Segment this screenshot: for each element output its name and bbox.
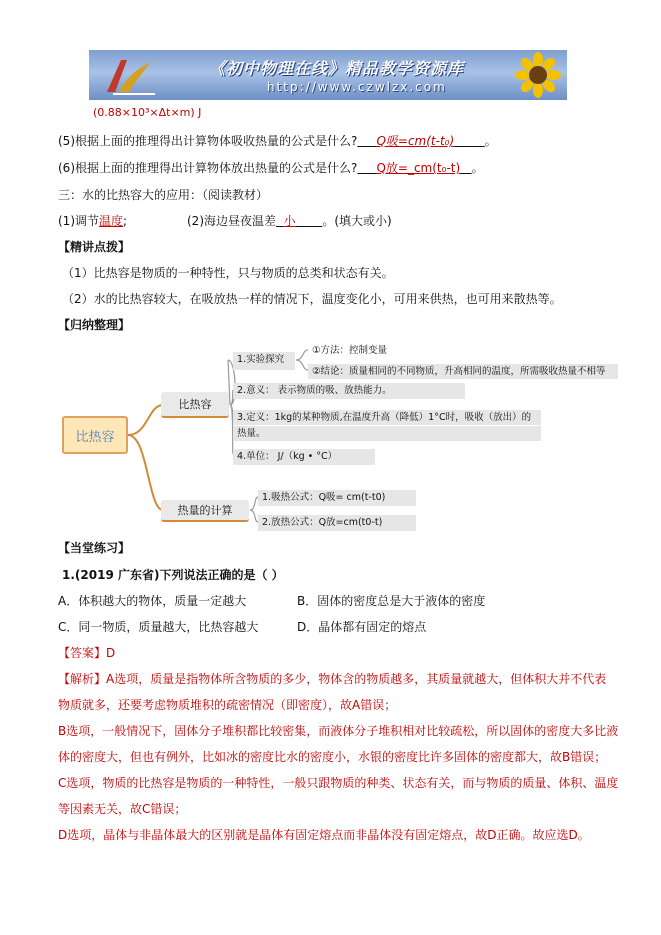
item-2-text: (2)海边昼夜温差: [187, 214, 276, 228]
mindmap-branch-heat-calc: 热量的计算: [161, 500, 249, 522]
option-b: B．固体的密度总是大于液体的密度: [297, 594, 486, 608]
question-1-stem: 1.(2019 广东省)下列说法正确的是（ ）: [62, 568, 284, 582]
explanation-line-5: C选项，物质的比热容是物质的一种特性，一般只跟物质的种类、状态有关，而与物质的质量、体积、温度: [58, 776, 619, 790]
tip-2: （2）水的比热容较大，在吸放热一样的情况下，温度变化小，可用来供热，也可用来散热等。: [62, 292, 562, 306]
question-5-answer: Q吸=cm(t-t₀): [376, 134, 455, 148]
heading-tips: 【精讲点拨】: [58, 240, 131, 254]
option-d: D．晶体都有固定的熔点: [297, 620, 427, 634]
mindmap-meaning: 2.意义： 表示物质的吸、放热能力。: [233, 383, 465, 399]
explanation-line-4: 体的密度大，但也有例外，比如冰的密度比水的密度小，水银的密度比许多固体的密度都大，故B错误；: [58, 750, 607, 764]
item-2-answer: 小: [283, 214, 296, 228]
explanation-line-6: 等因素无关，故C错误；: [58, 802, 187, 816]
sunflower-icon: [515, 52, 561, 98]
item-1: (1)调节温度;: [58, 214, 128, 228]
explanation-line-1: 【解析】A选项，质量是指物体所含物质的多少，物体含的物质越多，其质量就越大，但体积大并不代表: [58, 672, 607, 686]
section-3-heading: 三：水的比热容大的应用：（阅读教材）: [58, 188, 269, 202]
mindmap-root: 比热容: [62, 416, 128, 454]
mindmap-definition: 3.定义：1kg的某种物质,在温度升高（降低）1°C时，吸收（放出）的: [233, 410, 541, 425]
banner-url: http://www.czwlzx.com: [267, 80, 447, 94]
heading-summary: 【归纳整理】: [58, 318, 131, 332]
mind-map: [58, 340, 618, 540]
banner-title: 《初中物理在线》精品教学资源库: [209, 59, 465, 78]
mindmap-unit: 4.单位： J/（kg • °C）: [233, 449, 375, 465]
item-2-suffix: 。(填大或小): [322, 214, 392, 228]
question-5: (5)根据上面的推理得出计算物体吸收热量的公式是什么? Q吸=cm(t-t₀) 。: [58, 134, 497, 148]
question-6-text: (6)根据上面的推理得出计算物体放出热量的公式是什么?: [58, 161, 358, 175]
option-a: A．体积越大的物体，质量一定越大: [58, 594, 247, 608]
explanation-line-3: B选项，一般情况下，固体分子堆积都比较密集，而液体分子堆积相对比较疏松，所以固体的密度大多比液: [58, 724, 619, 738]
answer-line: 【答案】D: [58, 646, 116, 660]
mindmap-experiment: 1.实验探究: [233, 352, 295, 370]
question-6: (6)根据上面的推理得出计算物体放出热量的公式是什么? Q放=_cm(t₀-t) 。: [58, 161, 484, 175]
formula-line: (0.88×10³×Δt×m) J: [93, 106, 202, 119]
question-6-answer: Q放=_cm(t₀-t): [376, 161, 461, 175]
option-c: C．同一物质，质量越大，比热容越大: [58, 620, 259, 634]
explanation-line-2: 物质就多，还要考虑物质堆积的疏密情况（即密度），故A错误；: [58, 698, 397, 712]
heading-practice: 【当堂练习】: [58, 541, 131, 555]
question-5-text: (5)根据上面的推理得出计算物体吸收热量的公式是什么?: [58, 134, 358, 148]
explanation-line-7: D选项，晶体与非晶体最大的区别就是晶体有固定熔点而非晶体没有固定熔点，故D正确。故应选D。: [58, 828, 590, 842]
header-banner: [89, 50, 567, 100]
item-2: [187, 213, 392, 229]
mindmap-branch-specific-heat: 比热容: [161, 392, 229, 418]
mindmap-definition-cont: 热量。: [233, 426, 541, 441]
item-1-answer: 温度: [99, 214, 124, 228]
tip-1: （1）比热容是物质的一种特性，只与物质的总类和状态有关。: [62, 266, 394, 280]
logo-icon: [99, 54, 159, 96]
mindmap-release-formula: 2.放热公式：Q放=cm(t0-t): [258, 515, 416, 531]
item-1-text: (1)调节: [58, 214, 99, 228]
mindmap-method: ①方法：控制变量: [312, 345, 388, 356]
mindmap-absorb-formula: 1.吸热公式：Q吸= cm(t-t0): [258, 490, 416, 506]
mindmap-conclusion: ②结论：质量相同的不同物质，升高相同的温度，所需吸收热量不相等: [308, 364, 618, 379]
